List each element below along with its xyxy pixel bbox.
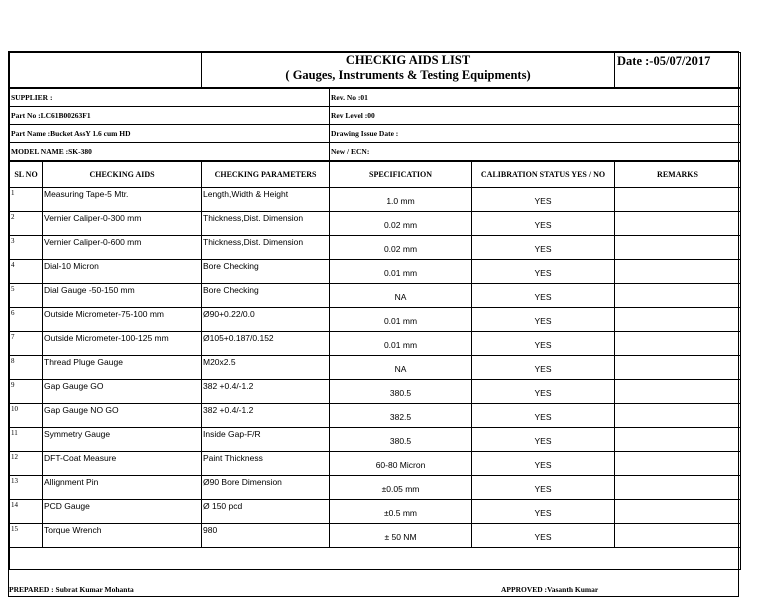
checking-aid-cell: Allignment Pin [43,476,202,500]
checking-parameter-cell: Ø90 Bore Dimension [202,476,330,500]
approved-by: APPROVED :Vasanth Kumar [501,585,599,594]
table-row [10,260,741,284]
col-calibration-status: CALIBRATION STATUS YES / NO [472,162,615,188]
table-row [10,428,741,452]
sl-no-cell: 13 [10,476,43,500]
remarks-cell [615,188,741,212]
checking-parameter-cell: Paint Thickness [202,452,330,476]
specification-cell: NA [330,284,472,308]
sl-no-cell: 2 [10,212,43,236]
empty-cell [10,548,741,570]
checking-aid-cell: Measuring Tape-5 Mtr. [43,188,202,212]
checking-aid-cell: Dial-10 Micron [43,260,202,284]
checking-aid-cell: Vernier Caliper-0-300 mm [43,212,202,236]
specification-cell: 0.01 mm [330,260,472,284]
checking-parameter-cell: Bore Checking [202,284,330,308]
info-table [9,88,741,161]
remarks-cell [615,356,741,380]
calibration-status-cell: YES [472,188,615,212]
page-title: CHECKIG AIDS LIST [345,53,471,67]
checking-parameter-cell: M20x2.5 [202,356,330,380]
table-row [10,188,741,212]
specification-cell: ±0.05 mm [330,476,472,500]
specification-cell: 0.01 mm [330,308,472,332]
checking-aid-cell: Gap Gauge NO GO [43,404,202,428]
table-row [10,404,741,428]
remarks-cell [615,380,741,404]
aids-rows [10,188,741,548]
checking-aid-cell: Torque Wrench [43,524,202,548]
remarks-cell [615,260,741,284]
empty-row [10,548,741,570]
sl-no-cell: 4 [10,260,43,284]
specification-cell: 382.5 [330,404,472,428]
checking-aid-cell: Vernier Caliper-0-600 mm [43,236,202,260]
sl-no-cell: 3 [10,236,43,260]
new-ecn-field: New / ECN: [330,143,741,161]
checking-parameter-cell: 980 [202,524,330,548]
checking-parameter-cell: Ø90+0.22/0.0 [202,308,330,332]
column-header-row [10,162,741,188]
table-row [10,524,741,548]
specification-cell: 0.02 mm [330,236,472,260]
table-row [10,332,741,356]
remarks-cell [615,404,741,428]
checking-parameter-cell: 382 +0.4/-1.2 [202,404,330,428]
col-sl-no: SL NO [10,162,43,188]
remarks-cell [615,236,741,260]
specification-cell: NA [330,356,472,380]
title-row [10,53,741,88]
checking-parameter-cell: Inside Gap-F/R [202,428,330,452]
sl-no-cell: 9 [10,380,43,404]
checking-aid-cell: Gap Gauge GO [43,380,202,404]
table-row [10,380,741,404]
checking-parameter-cell: Thickness,Dist. Dimension [202,236,330,260]
specification-cell: ± 50 NM [330,524,472,548]
calibration-status-cell: YES [472,284,615,308]
checking-parameter-cell: Length,Width & Height [202,188,330,212]
rev-no-field: Rev. No :01 [330,89,741,107]
remarks-cell [615,332,741,356]
checking-parameter-cell: Thickness,Dist. Dimension [202,212,330,236]
calibration-status-cell: YES [472,476,615,500]
sl-no-cell: 11 [10,428,43,452]
checking-aid-cell: Symmetry Gauge [43,428,202,452]
table-row [10,212,741,236]
calibration-status-cell: YES [472,428,615,452]
checking-aid-cell: Outside Micrometer-100-125 mm [43,332,202,356]
specification-cell: 380.5 [330,428,472,452]
table-row [10,476,741,500]
col-checking-aids: CHECKING AIDS [43,162,202,188]
calibration-status-cell: YES [472,332,615,356]
checking-parameter-cell: Ø105+0.187/0.152 [202,332,330,356]
calibration-status-cell: YES [472,524,615,548]
specification-cell: 60-80 Micron [330,452,472,476]
calibration-status-cell: YES [472,308,615,332]
specification-cell: 1.0 mm [330,188,472,212]
drawing-issue-field: Drawing Issue Date : [330,125,741,143]
model-name-field: MODEL NAME :SK-380 [10,143,330,161]
info-row-supplier [10,89,741,107]
checking-parameter-cell: Bore Checking [202,260,330,284]
sl-no-cell: 14 [10,500,43,524]
specification-cell: 380.5 [330,380,472,404]
page-subtitle: ( Gauges, Instruments & Testing Equipments) [285,68,531,82]
checking-aid-cell: Outside Micrometer-75-100 mm [43,308,202,332]
calibration-status-cell: YES [472,356,615,380]
table-row [10,284,741,308]
logo-cell [10,53,202,88]
remarks-cell [615,308,741,332]
remarks-cell [615,500,741,524]
checking-aid-cell: Thread Pluge Gauge [43,356,202,380]
remarks-cell [615,428,741,452]
sl-no-cell: 10 [10,404,43,428]
checking-aids-table [9,52,741,88]
calibration-status-cell: YES [472,404,615,428]
title-cell [202,53,615,88]
calibration-status-cell: YES [472,236,615,260]
sl-no-cell: 8 [10,356,43,380]
checking-aid-cell: PCD Gauge [43,500,202,524]
col-checking-parameters: CHECKING PARAMETERS [202,162,330,188]
remarks-cell [615,452,741,476]
prepared-by: PREPARED : Subrat Kumar Mohanta [9,585,134,594]
col-specification: SPECIFICATION [330,162,472,188]
table-row [10,308,741,332]
remarks-cell [615,476,741,500]
sl-no-cell: 1 [10,188,43,212]
part-name-field: Part Name :Bucket AssY 1.6 cum HD [10,125,330,143]
calibration-status-cell: YES [472,380,615,404]
info-row-model [10,143,741,161]
supplier-field: SUPPLIER : [10,89,330,107]
part-no-field: Part No :LC61B00263F1 [10,107,330,125]
calibration-status-cell: YES [472,500,615,524]
aids-list-table [9,161,741,570]
sl-no-cell: 6 [10,308,43,332]
checking-aids-sheet [8,51,739,597]
specification-cell: 0.02 mm [330,212,472,236]
info-row-part-no [10,107,741,125]
remarks-cell [615,524,741,548]
col-remarks: REMARKS [615,162,741,188]
sl-no-cell: 12 [10,452,43,476]
table-row [10,452,741,476]
info-row-part-name [10,125,741,143]
specification-cell: ±0.5 mm [330,500,472,524]
table-row [10,236,741,260]
calibration-status-cell: YES [472,452,615,476]
sl-no-cell: 5 [10,284,43,308]
calibration-status-cell: YES [472,260,615,284]
calibration-status-cell: YES [472,212,615,236]
rev-level-field: Rev Level :00 [330,107,741,125]
checking-aid-cell: DFT-Coat Measure [43,452,202,476]
sl-no-cell: 15 [10,524,43,548]
checking-parameter-cell: 382 +0.4/-1.2 [202,380,330,404]
checking-parameter-cell: Ø 150 pcd [202,500,330,524]
signature-footer [9,570,738,596]
remarks-cell [615,284,741,308]
remarks-cell [615,212,741,236]
table-row [10,500,741,524]
date-cell: Date :-05/07/2017 [615,53,741,88]
sl-no-cell: 7 [10,332,43,356]
specification-cell: 0.01 mm [330,332,472,356]
checking-aid-cell: Dial Gauge -50-150 mm [43,284,202,308]
table-row [10,356,741,380]
